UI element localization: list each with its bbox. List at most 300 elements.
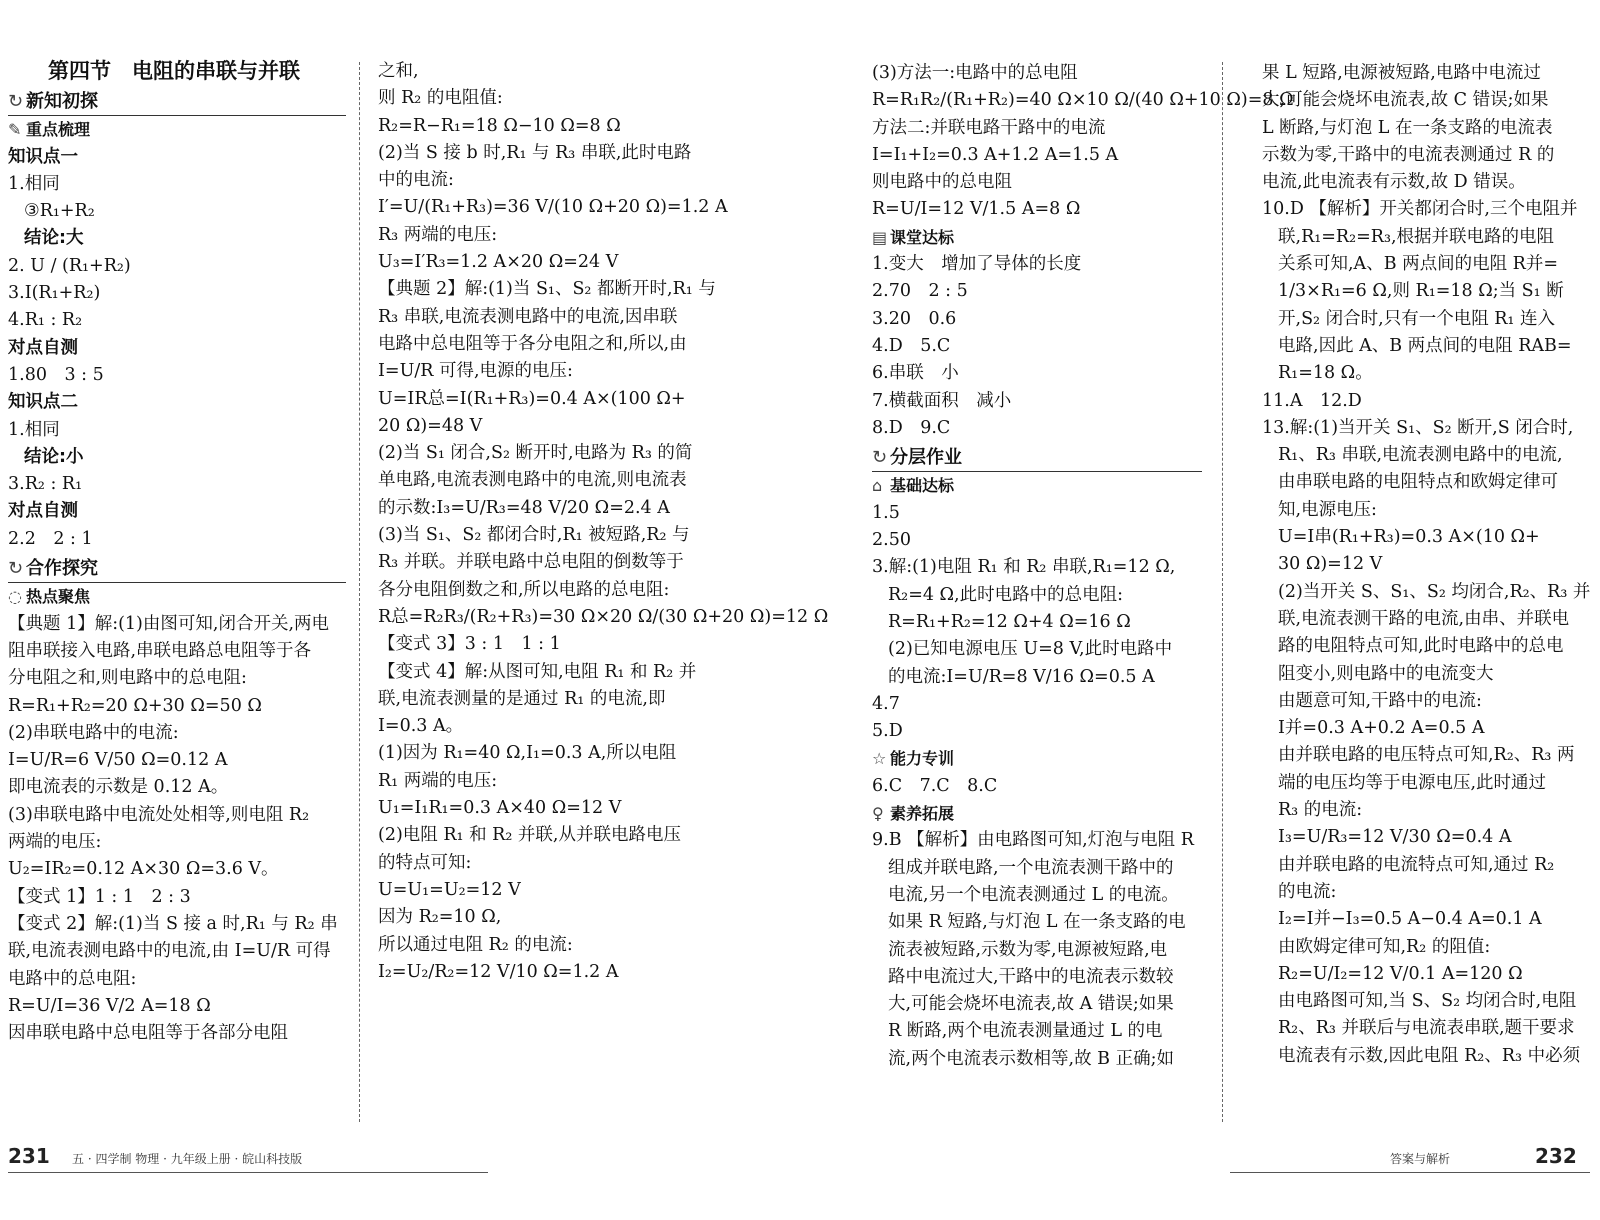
text-line [8, 856, 346, 883]
text-line [1262, 497, 1584, 524]
section-marker-icon: ◌ [8, 587, 22, 607]
line-text: 电路中总电阻等于各分电阻之和,所以,由 [378, 333, 687, 354]
line-text: R总=R₂R₃/(R₂+R₃)=30 Ω×20 Ω/(30 Ω+20 Ω)=12 Ω [378, 606, 829, 627]
text-line [378, 440, 720, 467]
text-line [872, 609, 1202, 636]
text-line [1262, 824, 1584, 851]
line-text: L 断路,与灯泡 L 在一条支路的电流表 [1262, 117, 1553, 138]
text-line [1262, 715, 1584, 742]
text-line [872, 991, 1202, 1018]
line-text: 4.D 5.C [872, 335, 951, 356]
line-text: 【变式 3】3 : 1 1 : 1 [378, 634, 561, 655]
text-line [378, 167, 720, 194]
line-text: (3)串联电路中电流处处相等,则电阻 R₂ [8, 804, 310, 825]
text-line [8, 280, 346, 307]
line-text: 1/3×R₁=6 Ω,则 R₁=18 Ω;当 S₁ 断 [1278, 281, 1564, 302]
section-marker-icon: ▤ [872, 227, 888, 247]
line-text: 9.B 【解析】由电路图可知,灯泡与电阻 R [872, 830, 1194, 851]
line-text: 路的电阻特点可知,此时电路中的总电 [1278, 636, 1564, 657]
text-line [8, 1020, 346, 1047]
text-line [8, 938, 346, 965]
line-text: 各分电阻倒数之和,所以电路的总电阻: [378, 579, 670, 600]
text-line [8, 829, 346, 856]
column-divider [359, 62, 360, 1122]
line-text: 结论:大 [24, 228, 84, 249]
section-heading [872, 444, 1202, 472]
text-line [378, 85, 720, 112]
text-line [872, 827, 1202, 854]
section-marker-icon: ↻ [8, 91, 24, 112]
text-line [378, 495, 720, 522]
line-text: 之和, [378, 61, 419, 81]
text-line [378, 904, 720, 931]
text-line [8, 720, 346, 747]
line-text: 3.I(R₁+R₂) [8, 283, 101, 304]
line-text: I₂=U₂/R₂=12 V/10 Ω=1.2 A [378, 961, 619, 982]
topic-label [8, 498, 346, 525]
line-text: 2.70 2 : 5 [872, 281, 968, 302]
text-line [1262, 469, 1584, 496]
line-text: R=U/I=12 V/1.5 A=8 Ω [872, 199, 1081, 220]
line-text: 端的电压均等于电源电压,此时通过 [1278, 772, 1547, 793]
text-line [1262, 251, 1584, 278]
line-text: 的电流:I=U/R=8 V/16 Ω=0.5 A [888, 666, 1155, 687]
line-text: 知识点一 [8, 146, 78, 167]
line-text: I并=0.3 A+0.2 A=0.5 A [1278, 718, 1485, 739]
text-line [1262, 60, 1584, 87]
text-line [1262, 1043, 1584, 1070]
line-text: I=U/R 可得,电源的电压: [378, 361, 573, 382]
text-line [872, 718, 1202, 745]
line-text: 3.解:(1)电阻 R₁ 和 R₂ 串联,R₁=12 Ω, [872, 557, 1176, 578]
text-line [8, 911, 346, 938]
text-line [378, 795, 720, 822]
line-text: 流,两个电流表示数相等,故 B 正确;如 [888, 1048, 1175, 1069]
line-text: 11.A 12.D [1262, 390, 1362, 411]
section-marker-icon: ⌂ [872, 476, 883, 496]
text-line [1262, 661, 1584, 688]
text-line [8, 611, 346, 638]
text-line [378, 713, 720, 740]
line-text: 电路中的总电阻: [8, 968, 137, 989]
text-line [872, 909, 1202, 936]
text-line [378, 467, 720, 494]
text-line [872, 306, 1202, 333]
text-line [872, 882, 1202, 909]
line-text: 知识点二 [8, 392, 78, 413]
line-text: 由并联电路的电流特点可知,通过 R₂ [1278, 854, 1555, 875]
text-line [1262, 988, 1584, 1015]
line-text: R₃ 两端的电压: [378, 224, 498, 245]
text-line [1262, 906, 1584, 933]
line-text: U₁=I₁R₁=0.3 A×40 Ω=12 V [378, 798, 622, 819]
line-text: 示数为零,干路中的电流表测通过 R 的 [1262, 144, 1555, 165]
line-text: (2)当开关 S、S₁、S₂ 均闭合,R₂、R₃ 并 [1278, 581, 1591, 602]
text-line [872, 278, 1202, 305]
text-line [8, 253, 346, 280]
text-line [872, 388, 1202, 415]
line-text: 知,电源电压: [1278, 499, 1377, 520]
section-marker-icon: ☆ [872, 749, 887, 769]
line-text: 合作探究 [26, 558, 98, 580]
line-text: R₂=U/I₂=12 V/0.1 A=120 Ω [1278, 963, 1523, 984]
page-number-left: 231 [8, 1144, 50, 1168]
line-text: 开,S₂ 闭合时,只有一个电阻 R₁ 连入 [1278, 308, 1556, 329]
subsection-heading [872, 472, 1202, 499]
line-text: 2. U / (R₁+R₂) [8, 255, 131, 276]
text-line [378, 686, 720, 713]
line-text: 由串联电路的电阻特点和欧姆定律可 [1278, 472, 1558, 493]
line-text: R=R₁+R₂=20 Ω+30 Ω=50 Ω [8, 695, 262, 716]
text-line [1262, 770, 1584, 797]
line-text: 方法二:并联电路干路中的电流 [872, 117, 1106, 138]
text-line [8, 993, 346, 1020]
line-text: 热点聚焦 [26, 587, 91, 607]
line-text: I=0.3 A。 [378, 716, 464, 737]
line-text: 【变式 1】1 : 1 2 : 3 [8, 886, 191, 907]
line-text: 中的电流: [378, 170, 454, 191]
text-line [8, 884, 346, 911]
text-line [378, 113, 720, 140]
line-text: 【典题 1】解:(1)由图可知,闭合开关,两电 [8, 613, 330, 634]
text-line [1262, 142, 1584, 169]
text-line [378, 249, 720, 276]
text-line [872, 636, 1202, 663]
text-line [872, 142, 1202, 169]
text-line [8, 471, 346, 498]
line-text: 8.D 9.C [872, 417, 951, 438]
line-text: I′=U/(R₁+R₃)=36 V/(10 Ω+20 Ω)=1.2 A [378, 197, 728, 218]
text-line [378, 413, 720, 440]
text-line [872, 773, 1202, 800]
subsection-heading [872, 745, 1202, 772]
line-text: 分层作业 [890, 447, 962, 469]
text-line [872, 964, 1202, 991]
section-marker-icon: ↻ [8, 558, 24, 580]
line-text: 1.80 3 : 5 [8, 364, 104, 385]
line-text: 10.D 【解析】开关都闭合时,三个电阻并 [1262, 199, 1578, 220]
text-line [378, 768, 720, 795]
line-text: 由欧姆定律可知,R₂ 的阻值: [1278, 936, 1491, 957]
line-text: (2)串联电路中的电流: [8, 722, 179, 743]
line-text: 7.横截面积 减小 [872, 390, 1012, 411]
text-line [8, 362, 346, 389]
footer-book-title: 五 · 四学制 物理 · 九年级上册 · 皖山科技版 [72, 1152, 303, 1166]
text-line [872, 333, 1202, 360]
text-line [872, 664, 1202, 691]
line-text: R₁ 两端的电压: [378, 770, 498, 791]
topic-label [8, 225, 346, 252]
text-line [378, 222, 720, 249]
text-line [8, 966, 346, 993]
text-line [1262, 961, 1584, 988]
line-text: 4.7 [872, 693, 900, 714]
line-text: 电流表有示数,因此电阻 R₂、R₃ 中必须 [1278, 1045, 1581, 1066]
text-line [1262, 87, 1584, 114]
text-line [8, 747, 346, 774]
line-text: (2)电阻 R₁ 和 R₂ 并联,从并联电路电压 [378, 825, 681, 846]
text-line [8, 665, 346, 692]
text-line [1262, 934, 1584, 961]
line-text: 1.相同 [8, 173, 60, 194]
line-text: 的示数:I₃=U/R₃=48 V/20 Ω=2.4 A [378, 497, 670, 518]
text-line [378, 631, 720, 658]
text-line [1262, 742, 1584, 769]
text-line [8, 802, 346, 829]
line-text: 联,电流表测电路中的电流,由 I=U/R 可得 [8, 941, 331, 962]
text-line [8, 526, 346, 553]
line-text: (3)方法一:电路中的总电阻 [872, 63, 1078, 83]
text-line [378, 850, 720, 877]
line-text: 分电阻之和,则电路中的总电阻: [8, 668, 247, 689]
text-line [1262, 169, 1584, 196]
text-line [872, 360, 1202, 387]
text-line [1262, 579, 1591, 606]
line-text: 组成并联电路,一个电流表测干路中的 [888, 857, 1174, 878]
line-text: 1.5 [872, 502, 900, 523]
line-text: 6.串联 小 [872, 363, 959, 384]
line-text: 由电路图可知,当 S、S₂ 均闭合时,电阻 [1278, 991, 1577, 1012]
line-text: 大,可能会烧坏电流表,故 A 错误;如果 [888, 994, 1174, 1015]
subsection-heading [872, 800, 1202, 827]
line-text: 的电流: [1278, 881, 1337, 902]
text-line [872, 500, 1202, 527]
text-line [378, 194, 728, 221]
topic-label [8, 389, 346, 416]
line-text: 1.相同 [8, 419, 60, 440]
text-line [8, 171, 346, 198]
column-3 [872, 60, 1294, 1073]
line-text: 电路,因此 A、B 两点间的电阻 RAB= [1278, 335, 1572, 356]
text-line [378, 522, 720, 549]
line-text: 3.R₂ : R₁ [8, 474, 83, 495]
text-line [378, 577, 720, 604]
line-text: 新知初探 [26, 91, 98, 112]
line-text: R₃ 串联,电流表测电路中的电流,因串联 [378, 306, 678, 327]
line-text: 能力专训 [890, 749, 955, 769]
text-line [1262, 879, 1584, 906]
text-line [8, 198, 346, 225]
text-line [8, 774, 346, 801]
line-text: I=I₁+I₂=0.3 A+1.2 A=1.5 A [872, 144, 1119, 165]
section-heading [8, 88, 346, 116]
line-text: 1.变大 增加了导体的长度 [872, 254, 1082, 275]
text-line [872, 554, 1202, 581]
text-line [872, 87, 1294, 114]
column-divider [1222, 62, 1223, 1122]
line-text: R₃ 并联。并联电路中总电阻的倒数等于 [378, 552, 684, 573]
footer-rule-left [8, 1172, 488, 1173]
line-text: 由题意可知,干路中的电流: [1278, 690, 1482, 711]
line-text: 关系可知,A、B 两点间的电阻 R并= [1278, 254, 1559, 275]
text-line [1262, 606, 1584, 633]
topic-label [8, 444, 346, 471]
text-line [8, 307, 346, 334]
subsection-heading [872, 224, 1202, 251]
text-line [1262, 415, 1584, 442]
line-text: (2)已知电源电压 U=8 V,此时电路中 [888, 639, 1173, 660]
topic-label [8, 144, 346, 171]
text-line [1262, 633, 1584, 660]
line-text: 联,电流表测干路的电流,由串、并联电 [1278, 608, 1570, 629]
line-text: 重点梳理 [26, 120, 91, 140]
subsection-heading [8, 583, 346, 610]
line-text: I=U/R=6 V/50 Ω=0.12 A [8, 750, 228, 771]
text-line [872, 937, 1202, 964]
line-text: 单电路,电流表测电路中的电流,则电流表 [378, 470, 687, 491]
line-text: 则电路中的总电阻 [872, 172, 1012, 193]
line-text: 30 Ω)=12 V [1278, 554, 1383, 575]
line-text: 结论:小 [24, 446, 84, 467]
column-2 [378, 58, 829, 986]
line-text: R₂、R₃ 并联后与电流表串联,题干要求 [1278, 1018, 1575, 1039]
line-text: 2.2 2 : 1 [8, 528, 93, 549]
line-text: 对点自测 [8, 501, 78, 522]
line-text: 因为 R₂=10 Ω, [378, 907, 502, 928]
text-line [1262, 551, 1584, 578]
line-text: 6.C 7.C 8.C [872, 775, 998, 796]
line-text: 【典题 2】解:(1)当 S₁、S₂ 都断开时,R₁ 与 [378, 279, 716, 300]
text-line [8, 417, 346, 444]
line-text: 电流,此电流表有示数,故 D 错误。 [1262, 172, 1526, 193]
text-line [1262, 852, 1584, 879]
text-line [1262, 1015, 1584, 1042]
text-line [1262, 306, 1584, 333]
line-text: (2)当 S₁ 闭合,S₂ 断开时,电路为 R₃ 的简 [378, 443, 693, 464]
text-line [1262, 196, 1584, 223]
line-text: R₁=18 Ω。 [1278, 363, 1373, 384]
line-text: 果 L 短路,电源被短路,电路中电流过 [1262, 63, 1541, 83]
text-line [378, 331, 720, 358]
line-text: 联,R₁=R₂=R₃,根据并联电路的电阻 [1278, 226, 1555, 247]
column-4 [1262, 60, 1591, 1070]
line-text: 路中电流过大,干路中的电流表示数较 [888, 966, 1174, 987]
line-text: R₁、R₃ 串联,电流表测电路中的电流, [1278, 445, 1563, 466]
line-text: I₃=U/R₃=12 V/30 Ω=0.4 A [1278, 827, 1512, 848]
line-text: 阻串联接入电路,串联电路总电阻等于各 [8, 640, 312, 661]
line-text: U=U₁=U₂=12 V [378, 879, 521, 900]
text-line [378, 549, 720, 576]
line-text: 由并联电路的电压特点可知,R₂、R₃ 两 [1278, 745, 1575, 766]
text-line [1262, 224, 1584, 251]
text-line [1262, 278, 1584, 305]
line-text: 13.解:(1)当开关 S₁、S₂ 断开,S 闭合时, [1262, 417, 1574, 438]
line-text: 5.D [872, 721, 903, 742]
line-text: R₃ 的电流: [1278, 800, 1363, 821]
text-line [872, 60, 1202, 87]
text-line [378, 659, 720, 686]
line-text: 因串联电路中总电阻等于各部分电阻 [8, 1023, 288, 1044]
text-line [378, 740, 720, 767]
line-text: ③R₁+R₂ [24, 201, 95, 222]
line-text: 2.50 [872, 530, 911, 551]
line-text: 流表被短路,示数为零,电源被短路,电 [888, 939, 1168, 960]
line-text: (1)因为 R₁=40 Ω,I₁=0.3 A,所以电阻 [378, 743, 677, 764]
footer-section-title: 答案与解析 [1390, 1152, 1451, 1166]
line-text: 【变式 4】解:从图可知,电阻 R₁ 和 R₂ 并 [378, 661, 697, 682]
line-text: R=R₁R₂/(R₁+R₂)=40 Ω×10 Ω/(40 Ω+10 Ω)=8 Ω [872, 90, 1294, 111]
line-text: 3.20 0.6 [872, 308, 957, 329]
text-line [872, 1046, 1202, 1073]
text-line [1262, 442, 1584, 469]
line-text: 大,可能会烧坏电流表,故 C 错误;如果 [1262, 90, 1549, 111]
text-line [872, 855, 1202, 882]
line-text: (2)当 S 接 b 时,R₁ 与 R₃ 串联,此时电路 [378, 142, 692, 163]
line-text: I₂=I并−I₃=0.5 A−0.4 A=0.1 A [1278, 909, 1542, 930]
line-text: 课堂达标 [890, 227, 955, 247]
text-line [1262, 688, 1584, 715]
line-text: 所以通过电阻 R₂ 的电流: [378, 934, 573, 955]
line-text: R=U/I=36 V/2 A=18 Ω [8, 995, 211, 1016]
line-text: 基础达标 [890, 476, 955, 496]
line-text: U₃=I′R₃=1.2 A×20 Ω=24 V [378, 252, 619, 273]
text-line [8, 693, 346, 720]
text-line [1262, 115, 1584, 142]
text-line [378, 932, 720, 959]
subsection-heading [8, 116, 346, 143]
text-line [872, 527, 1202, 554]
text-line [378, 822, 720, 849]
section-marker-icon: ↻ [872, 447, 888, 469]
text-line [872, 115, 1202, 142]
text-line [378, 304, 720, 331]
text-line [378, 276, 720, 303]
text-line [378, 604, 829, 631]
footer-rule-right [1230, 1172, 1590, 1173]
line-text: 20 Ω)=48 V [378, 415, 483, 436]
page-title: 第四节 电阻的串联与并联 [48, 59, 300, 83]
line-text: (3)当 S₁、S₂ 都闭合时,R₁ 被短路,R₂ 与 [378, 525, 690, 546]
line-text: R=R₁+R₂=12 Ω+4 Ω=16 Ω [888, 611, 1131, 632]
line-text: U=I串(R₁+R₃)=0.3 A×(10 Ω+ [1278, 527, 1540, 548]
text-line [378, 386, 720, 413]
line-text: 的特点可知: [378, 852, 472, 873]
text-line [872, 251, 1202, 278]
text-line [872, 415, 1202, 442]
text-line [1262, 388, 1584, 415]
text-line [872, 169, 1202, 196]
line-text: 阻变小,则电路中的电流变大 [1278, 663, 1494, 684]
text-line [378, 140, 720, 167]
line-text: 对点自测 [8, 337, 78, 358]
line-text: 电流,另一个电流表测通过 L 的电流。 [888, 884, 1179, 905]
line-text: U₂=IR₂=0.12 A×30 Ω=3.6 V。 [8, 859, 279, 880]
text-line [378, 877, 720, 904]
line-text: 即电流表的示数是 0.12 A。 [8, 777, 229, 798]
text-line [8, 638, 346, 665]
page-number-right: 232 [1535, 1144, 1577, 1168]
section-marker-icon: ✎ [8, 120, 22, 140]
text-line [872, 691, 1202, 718]
line-text: R₂=R−R₁=18 Ω−10 Ω=8 Ω [378, 115, 621, 136]
line-text: 4.R₁ : R₂ [8, 310, 83, 331]
line-text: 则 R₂ 的电阻值: [378, 88, 503, 109]
text-line [1262, 797, 1584, 824]
text-line [872, 582, 1202, 609]
column-1 [8, 86, 346, 1047]
text-line [378, 58, 720, 85]
line-text: 素养拓展 [890, 804, 955, 824]
line-text: 【变式 2】解:(1)当 S 接 a 时,R₁ 与 R₂ 串 [8, 913, 338, 934]
line-text: 联,电流表测量的是通过 R₁ 的电流,即 [378, 688, 666, 709]
topic-label [8, 335, 346, 362]
text-line [378, 959, 720, 986]
text-line [1262, 360, 1584, 387]
text-line [872, 1018, 1202, 1045]
text-line [378, 358, 720, 385]
line-text: 如果 R 短路,与灯泡 L 在一条支路的电 [888, 912, 1186, 933]
line-text: R 断路,两个电流表测量通过 L 的电 [888, 1021, 1163, 1042]
